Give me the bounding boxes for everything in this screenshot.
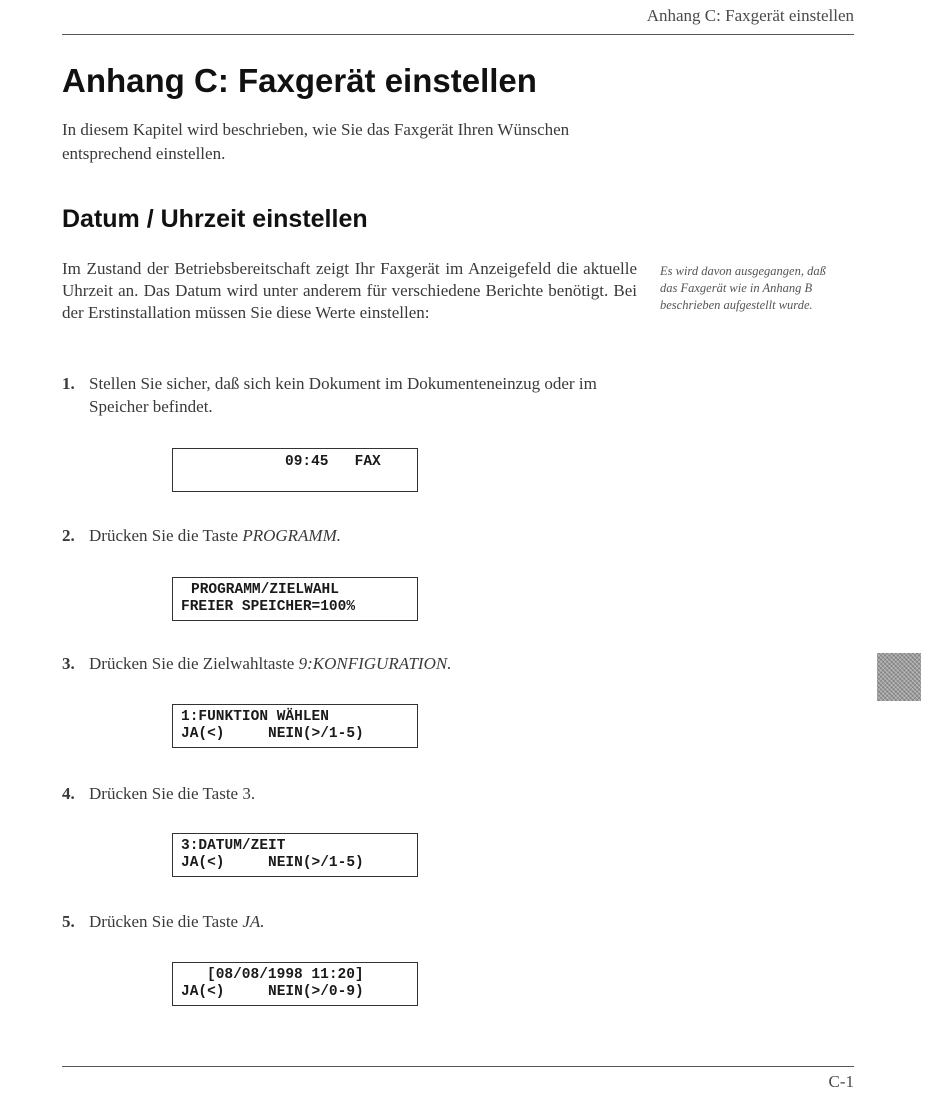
display-panel-5 [172, 962, 418, 1006]
display-line-1: [08/08/1998 11:20] [207, 967, 364, 983]
margin-note: Es wird davon ausgegangen, daß das Faxgerät wie in Anhang B beschrieben aufgestellt wurde. [660, 264, 826, 312]
step-3 [62, 652, 642, 675]
display-line-2: JA(<) NEIN(>/1-5) [181, 726, 364, 742]
step-number: 1. [62, 374, 75, 393]
step-instruction: Drücken Sie die Taste 3. [89, 784, 256, 803]
step-text [89, 652, 642, 675]
key-name: 9:KONFIGURATION. [298, 654, 452, 673]
step-number: 2. [62, 526, 75, 545]
step-instruction: Drücken Sie die Taste [89, 526, 243, 545]
running-head: Anhang C: Faxgerät einstellen [646, 6, 854, 25]
display-line-1: 1:FUNKTION WÄHLEN [181, 709, 329, 725]
step-text [89, 524, 642, 547]
step-text [89, 782, 642, 805]
section-title: Datum / Uhrzeit einstellen [62, 205, 368, 233]
display-panel-4 [172, 833, 418, 877]
step-2 [62, 524, 642, 547]
display-line-2: JA(<) NEIN(>/1-5) [181, 855, 364, 871]
chapter-title: Anhang C: Faxgerät einstellen [62, 62, 537, 99]
step-number: 5. [62, 912, 75, 931]
step-instruction: Drücken Sie die Zielwahltaste [89, 654, 299, 673]
display-line-1: 09:45 FAX [285, 454, 381, 470]
header-rule [62, 34, 854, 35]
step-1 [62, 372, 642, 418]
display-panel-1 [172, 448, 418, 492]
chapter-intro: In diesem Kapitel wird beschrieben, wie Sie das Faxgerät Ihren Wünschen entsprechend einstellen. [62, 120, 570, 163]
display-line-1: PROGRAMM/ZIELWAHL [191, 582, 339, 598]
display-line-2: JA(<) NEIN(>/0-9) [181, 984, 364, 1000]
footer-rule [62, 1066, 854, 1067]
display-panel-3 [172, 704, 418, 748]
step-number: 3. [62, 654, 75, 673]
key-name: PROGRAMM. [242, 526, 342, 545]
key-name: JA. [242, 912, 265, 931]
step-5 [62, 910, 642, 933]
step-4 [62, 782, 642, 805]
step-text [89, 372, 642, 418]
step-text [89, 910, 642, 933]
display-line-2: FREIER SPEICHER=100% [181, 599, 356, 615]
section-paragraph: Im Zustand der Betriebsbereitschaft zeigt Ihr Faxgerät im Anzeigefeld die aktuelle Uhrzeit an. Das Datum wird unter anderem für verschiedene Berichte benötigt. Bei der Erstinstallation müssen Sie diese Werte einstellen: [62, 259, 637, 322]
chapter-thumb-tab [877, 653, 921, 701]
display-panel-2 [172, 577, 418, 621]
page-number: C-1 [828, 1072, 854, 1091]
step-instruction: Drücken Sie die Taste [89, 912, 243, 931]
display-line-1: 3:DATUM/ZEIT [181, 838, 286, 854]
step-instruction: Stellen Sie sicher, daß sich kein Dokument im Dokumenteneinzug oder im Speicher befindet. [89, 374, 597, 416]
step-number: 4. [62, 784, 75, 803]
